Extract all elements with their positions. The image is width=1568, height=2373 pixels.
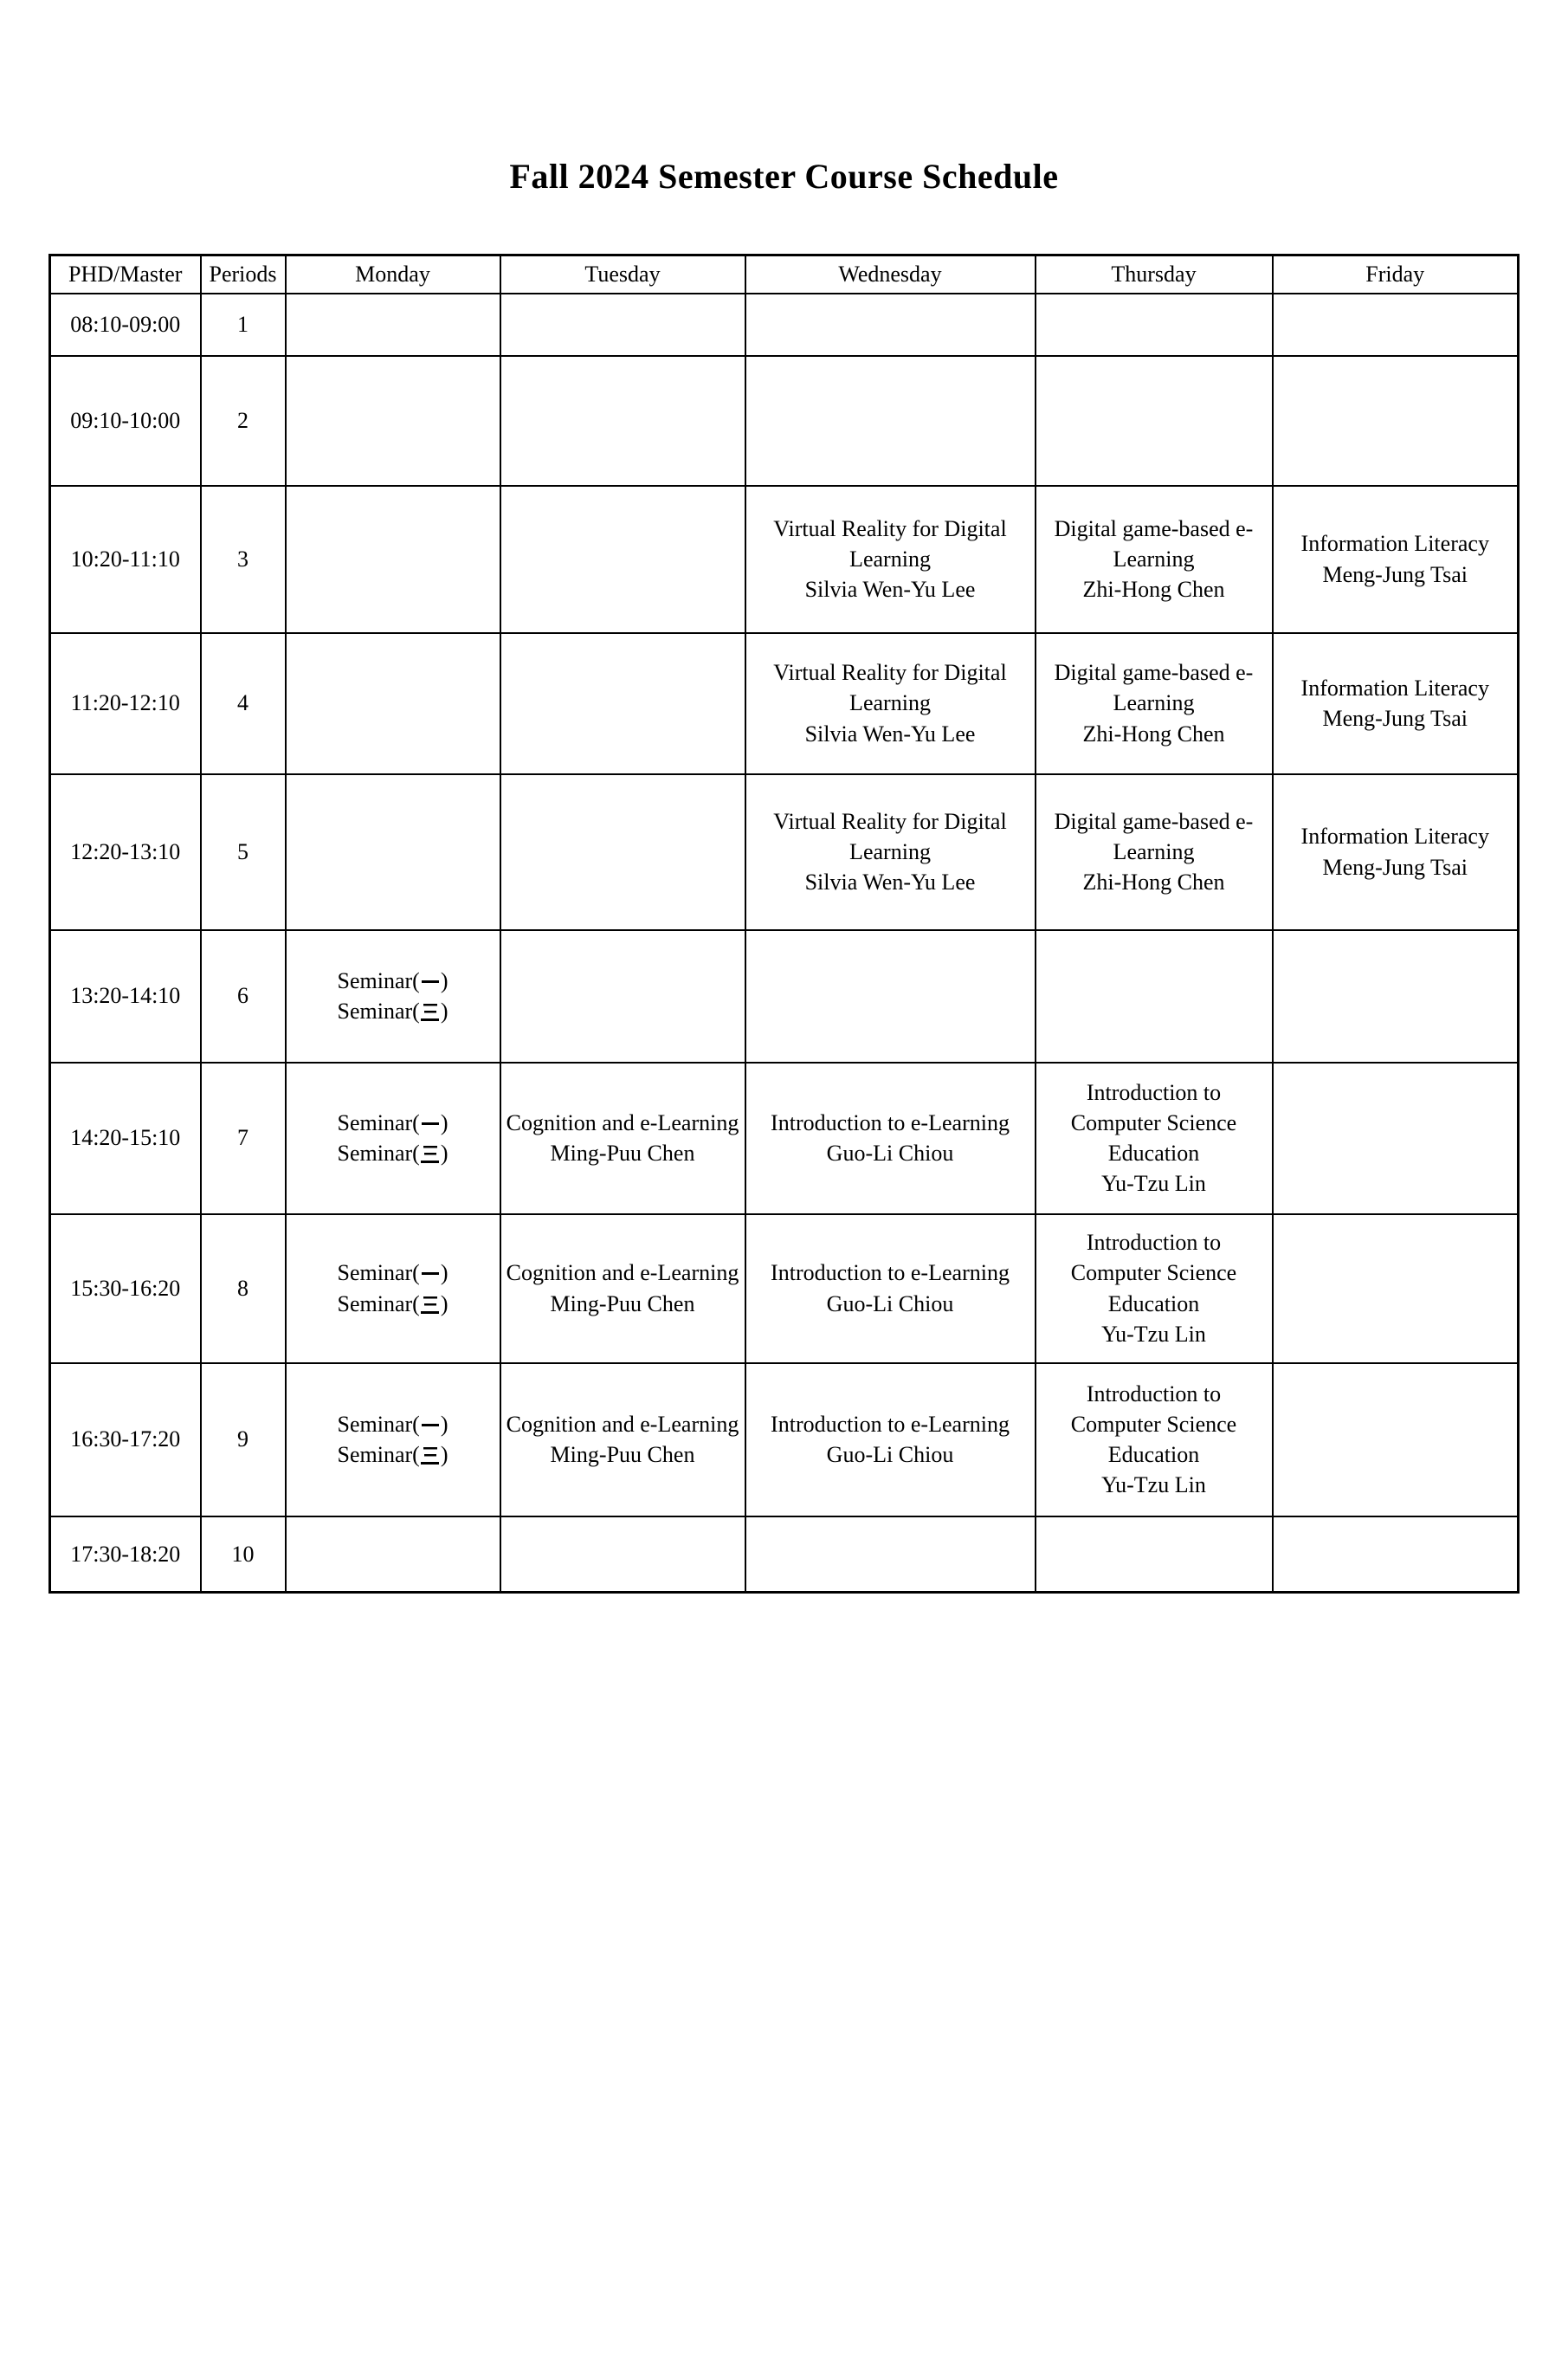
course-cell	[1036, 1363, 1273, 1516]
empty-cell	[745, 294, 1036, 356]
course-line: Information Literacy	[1300, 824, 1489, 850]
course-line: Seminar( )	[337, 999, 448, 1024]
empty-cell	[500, 1516, 745, 1593]
header-tuesday: Tuesday	[500, 255, 745, 294]
course-line: Ming-Puu Chen	[550, 1442, 695, 1467]
time-cell: 13:20-14:10	[50, 930, 201, 1063]
table-row	[50, 774, 1519, 930]
schedule-body	[50, 294, 1519, 1593]
course-line: Seminar( )	[337, 1109, 448, 1135]
cjk-one-glyph	[420, 1262, 441, 1284]
table-row	[50, 633, 1519, 774]
empty-cell	[1036, 1516, 1273, 1593]
course-line: Ming-Puu Chen	[550, 1290, 695, 1316]
page-title: Fall 2024 Semester Course Schedule	[509, 157, 1059, 196]
course-cell	[745, 1363, 1036, 1516]
course-cell	[745, 1063, 1036, 1214]
time-cell: 09:10-10:00	[50, 356, 201, 486]
course-line: Yu-Tzu Lin	[1101, 1171, 1206, 1197]
course-line: Guo-Li Chiou	[826, 1290, 954, 1316]
course-cell	[286, 1063, 500, 1214]
period-cell: 9	[201, 1363, 286, 1516]
time-cell: 14:20-15:10	[50, 1063, 201, 1214]
course-line: Seminar( )	[337, 1411, 448, 1437]
empty-cell	[1273, 294, 1519, 356]
course-cell	[1273, 774, 1519, 930]
cjk-three-glyph	[420, 1293, 441, 1316]
course-line: Seminar( )	[337, 1141, 448, 1166]
course-line: Introduction to Computer Science Education	[1070, 1380, 1237, 1467]
course-line: Meng-Jung Tsai	[1322, 706, 1468, 731]
schedule-header	[50, 255, 1519, 294]
period-cell: 8	[201, 1214, 286, 1363]
course-line: Introduction to Computer Science Education	[1070, 1079, 1237, 1166]
cjk-three-glyph	[420, 1444, 441, 1466]
course-line: Digital game-based e-Learning	[1054, 660, 1254, 716]
course-line: Digital game-based e-Learning	[1054, 808, 1254, 864]
empty-cell	[500, 930, 745, 1063]
period-cell: 10	[201, 1516, 286, 1593]
course-line: Yu-Tzu Lin	[1101, 1321, 1206, 1347]
schedule-table	[48, 254, 1520, 1594]
course-line: Introduction to e-Learning	[771, 1109, 1010, 1135]
course-cell	[1036, 1063, 1273, 1214]
course-line: Digital game-based e-Learning	[1054, 515, 1254, 572]
course-line: Silvia Wen-Yu Lee	[804, 870, 976, 896]
course-line: Seminar( )	[337, 967, 448, 993]
empty-cell	[500, 486, 745, 633]
cjk-one-glyph	[420, 1413, 441, 1436]
course-line: Virtual Reality for Digital Learning	[773, 660, 1007, 716]
cjk-one-glyph	[420, 970, 441, 993]
course-line: Information Literacy	[1300, 675, 1489, 701]
header-wednesday: Wednesday	[745, 255, 1036, 294]
period-cell: 6	[201, 930, 286, 1063]
table-row	[50, 356, 1519, 486]
course-line: Silvia Wen-Yu Lee	[804, 721, 976, 747]
course-cell	[500, 1363, 745, 1516]
empty-cell	[500, 356, 745, 486]
empty-cell	[745, 930, 1036, 1063]
course-cell	[745, 486, 1036, 633]
time-cell: 16:30-17:20	[50, 1363, 201, 1516]
course-line: Silvia Wen-Yu Lee	[804, 577, 976, 603]
course-line: Information Literacy	[1300, 531, 1489, 557]
time-cell: 11:20-12:10	[50, 633, 201, 774]
table-row	[50, 930, 1519, 1063]
course-line: Zhi-Hong Chen	[1082, 870, 1225, 896]
table-row	[50, 294, 1519, 356]
course-line: Yu-Tzu Lin	[1101, 1472, 1206, 1498]
period-cell: 4	[201, 633, 286, 774]
table-row	[50, 1063, 1519, 1214]
empty-cell	[745, 356, 1036, 486]
empty-cell	[286, 1516, 500, 1593]
table-row	[50, 1214, 1519, 1363]
empty-cell	[1036, 356, 1273, 486]
empty-cell	[286, 633, 500, 774]
course-line: Virtual Reality for Digital Learning	[773, 515, 1007, 572]
period-cell: 5	[201, 774, 286, 930]
empty-cell	[500, 774, 745, 930]
period-cell: 2	[201, 356, 286, 486]
course-line: Seminar( )	[337, 1442, 448, 1467]
course-line: Introduction to e-Learning	[771, 1260, 1010, 1286]
course-cell	[1036, 486, 1273, 633]
course-line: Zhi-Hong Chen	[1082, 577, 1225, 603]
course-line: Introduction to Computer Science Education	[1070, 1230, 1237, 1316]
header-thursday: Thursday	[1036, 255, 1273, 294]
header-monday: Monday	[286, 255, 500, 294]
empty-cell	[1273, 1363, 1519, 1516]
course-line: Cognition and e-Learning	[506, 1411, 739, 1437]
course-cell	[500, 1063, 745, 1214]
empty-cell	[286, 486, 500, 633]
course-line: Cognition and e-Learning	[506, 1109, 739, 1135]
time-cell: 12:20-13:10	[50, 774, 201, 930]
empty-cell	[745, 1516, 1036, 1593]
empty-cell	[286, 294, 500, 356]
time-cell: 10:20-11:10	[50, 486, 201, 633]
course-line: Introduction to e-Learning	[771, 1411, 1010, 1437]
course-cell	[1036, 1214, 1273, 1363]
period-cell: 3	[201, 486, 286, 633]
course-line: Seminar( )	[337, 1260, 448, 1286]
empty-cell	[1273, 1214, 1519, 1363]
empty-cell	[1273, 1516, 1519, 1593]
cjk-one-glyph	[420, 1112, 441, 1135]
empty-cell	[500, 633, 745, 774]
course-line: Guo-Li Chiou	[826, 1442, 954, 1467]
course-cell	[286, 1214, 500, 1363]
header-phd-master: PHD/Master	[50, 255, 201, 294]
course-line: Guo-Li Chiou	[826, 1141, 954, 1166]
table-row	[50, 486, 1519, 633]
course-cell	[745, 633, 1036, 774]
course-line: Ming-Puu Chen	[550, 1141, 695, 1166]
course-cell	[1036, 633, 1273, 774]
time-cell: 08:10-09:00	[50, 294, 201, 356]
course-line: Virtual Reality for Digital Learning	[773, 808, 1007, 864]
course-cell	[286, 930, 500, 1063]
course-cell	[1273, 486, 1519, 633]
time-cell: 15:30-16:20	[50, 1214, 201, 1363]
time-cell: 17:30-18:20	[50, 1516, 201, 1593]
empty-cell	[1036, 930, 1273, 1063]
period-cell: 7	[201, 1063, 286, 1214]
empty-cell	[1273, 1063, 1519, 1214]
empty-cell	[500, 294, 745, 356]
course-line: Zhi-Hong Chen	[1082, 721, 1225, 747]
cjk-three-glyph	[420, 1142, 441, 1165]
header-periods: Periods	[201, 255, 286, 294]
course-cell	[1273, 633, 1519, 774]
document-page	[0, 156, 1568, 2373]
course-cell	[1036, 774, 1273, 930]
course-line: Cognition and e-Learning	[506, 1260, 739, 1286]
course-cell	[286, 1363, 500, 1516]
empty-cell	[1273, 930, 1519, 1063]
header-friday: Friday	[1273, 255, 1519, 294]
course-cell	[745, 774, 1036, 930]
course-cell	[745, 1214, 1036, 1363]
empty-cell	[286, 356, 500, 486]
empty-cell	[286, 774, 500, 930]
period-cell: 1	[201, 294, 286, 356]
course-line: Meng-Jung Tsai	[1322, 854, 1468, 880]
empty-cell	[1036, 294, 1273, 356]
table-row	[50, 1363, 1519, 1516]
header-row	[50, 255, 1519, 294]
table-row	[50, 1516, 1519, 1593]
cjk-three-glyph	[420, 1000, 441, 1023]
empty-cell	[1273, 356, 1519, 486]
course-line: Seminar( )	[337, 1290, 448, 1316]
course-line: Meng-Jung Tsai	[1322, 561, 1468, 587]
course-cell	[500, 1214, 745, 1363]
